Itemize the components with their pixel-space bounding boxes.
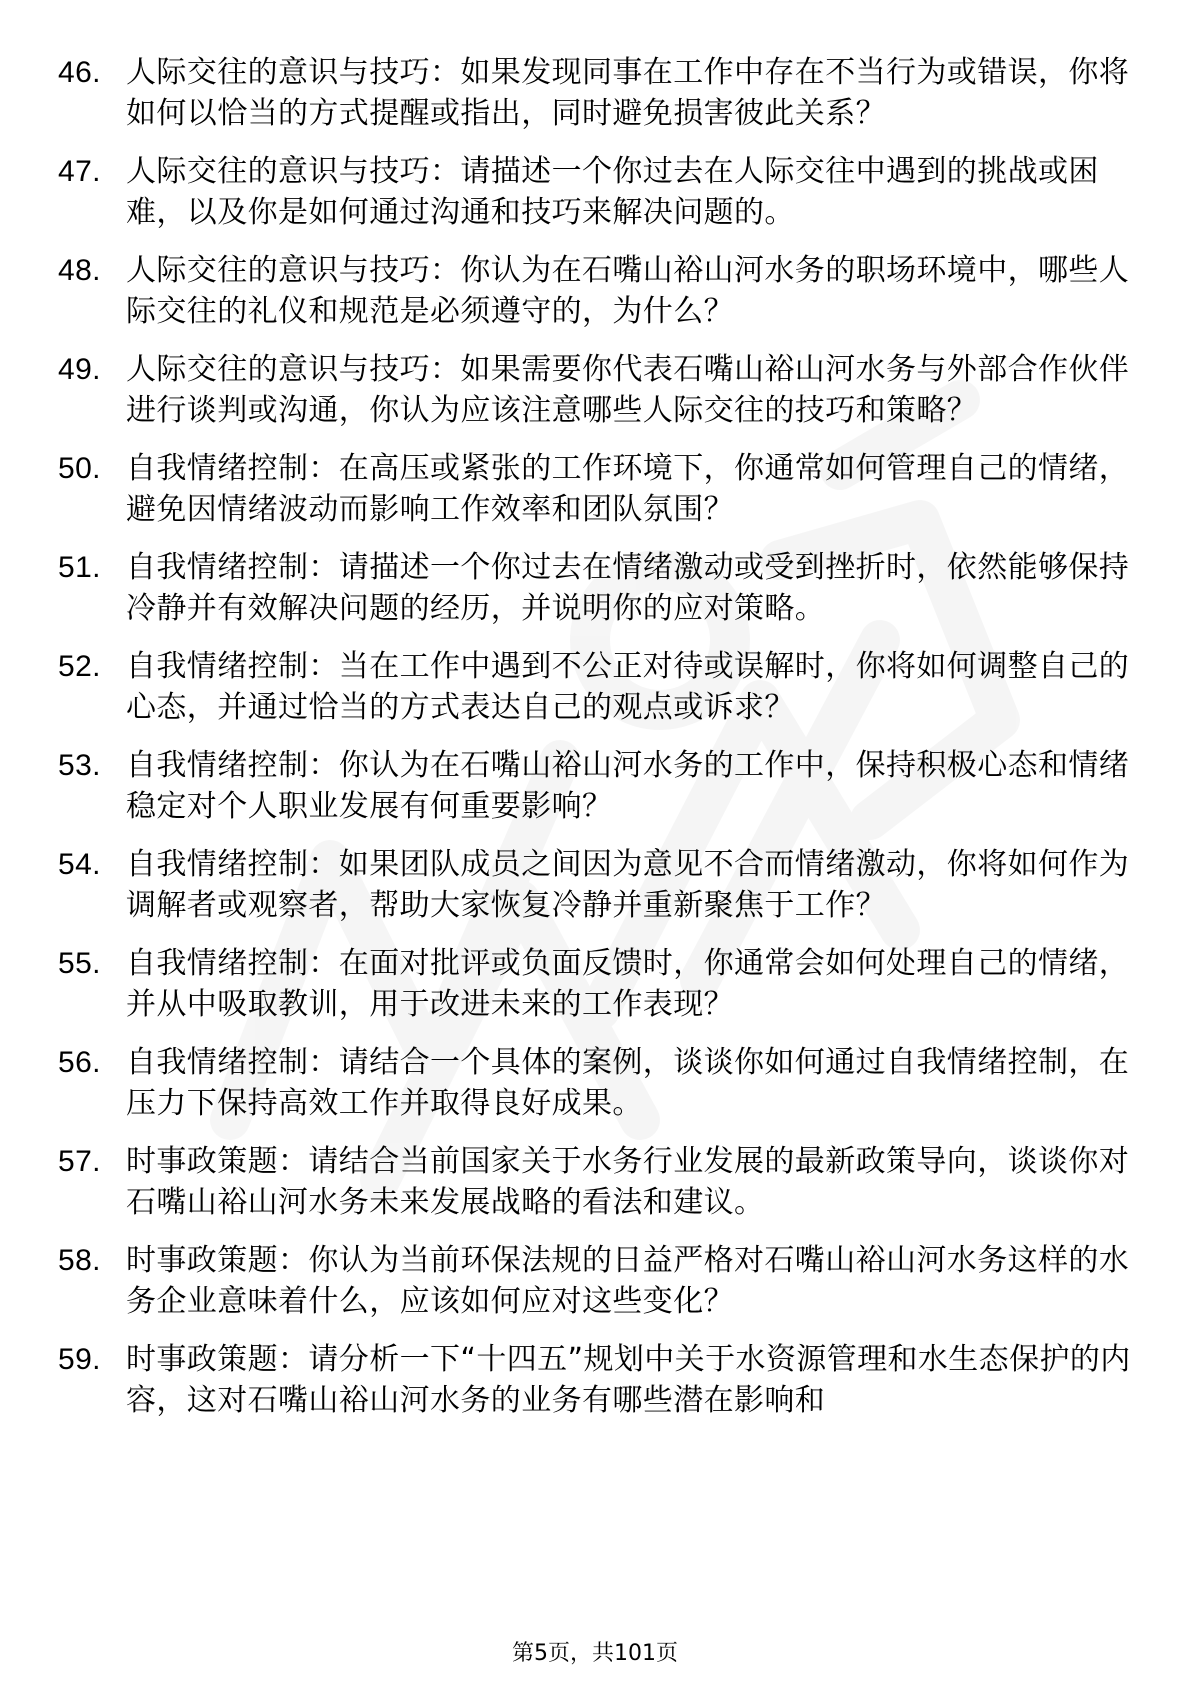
question-item [58, 448, 1138, 530]
question-number: 47. [58, 155, 101, 188]
question-number: 46. [58, 56, 101, 89]
question-text: 自我情绪控制：当在工作中遇到不公正对待或误解时，你将如何调整自己的心态，并通过恰当的方式表达自己的观点或诉求？ [126, 649, 1130, 725]
question-number: 48. [58, 254, 101, 287]
question-item [58, 646, 1138, 728]
question-text: 人际交往的意识与技巧：如果发现同事在工作中存在不当行为或错误，你将如何以恰当的方式提醒或指出，同时避免损害彼此关系？ [126, 55, 1130, 131]
question-text: 自我情绪控制：你认为在石嘴山裕山河水务的工作中，保持积极心态和情绪稳定对个人职业发展有何重要影响？ [126, 748, 1130, 824]
question-list [58, 52, 1138, 1438]
page-footer: 第5页，共101页 [512, 1641, 678, 1666]
question-text: 自我情绪控制：在面对批评或负面反馈时，你通常会如何处理自己的情绪，并从中吸取教训，用于改进未来的工作表现？ [126, 946, 1130, 1022]
question-number: 52. [58, 650, 101, 683]
question-number: 53. [58, 749, 101, 782]
question-item [58, 1141, 1138, 1223]
question-number: 59. [58, 1343, 101, 1376]
question-text: 自我情绪控制：如果团队成员之间因为意见不合而情绪激动，你将如何作为调解者或观察者，帮助大家恢复冷静并重新聚焦于工作？ [126, 847, 1130, 923]
question-item [58, 1339, 1138, 1421]
question-number: 57. [58, 1145, 101, 1178]
question-number: 49. [58, 353, 101, 386]
question-number: 58. [58, 1244, 101, 1277]
question-text: 人际交往的意识与技巧：如果需要你代表石嘴山裕山河水务与外部合作伙伴进行谈判或沟通，你认为应该注意哪些人际交往的技巧和策略？ [126, 352, 1130, 428]
question-item [58, 349, 1138, 431]
question-number: 55. [58, 947, 101, 980]
question-item [58, 745, 1138, 827]
question-text: 自我情绪控制：请结合一个具体的案例，谈谈你如何通过自我情绪控制，在压力下保持高效工作并取得良好成果。 [126, 1045, 1130, 1121]
question-text: 时事政策题：请分析一下“十四五”规划中关于水资源管理和水生态保护的内容，这对石嘴山裕山河水务的业务有哪些潜在影响和 [126, 1342, 1131, 1418]
question-text: 自我情绪控制：在高压或紧张的工作环境下，你通常如何管理自己的情绪，避免因情绪波动而影响工作效率和团队氛围？ [126, 451, 1130, 527]
question-text: 时事政策题：请结合当前国家关于水务行业发展的最新政策导向，谈谈你对石嘴山裕山河水务未来发展战略的看法和建议。 [126, 1144, 1130, 1220]
question-item [58, 943, 1138, 1025]
question-text: 人际交往的意识与技巧：你认为在石嘴山裕山河水务的职场环境中，哪些人际交往的礼仪和规范是必须遵守的，为什么？ [126, 253, 1130, 329]
question-item [58, 250, 1138, 332]
question-item [58, 547, 1138, 629]
question-text: 自我情绪控制：请描述一个你过去在情绪激动或受到挫折时，依然能够保持冷静并有效解决问题的经历，并说明你的应对策略。 [126, 550, 1130, 626]
question-text: 人际交往的意识与技巧：请描述一个你过去在人际交往中遇到的挑战或困难，以及你是如何通过沟通和技巧来解决问题的。 [126, 154, 1099, 230]
question-text: 时事政策题：你认为当前环保法规的日益严格对石嘴山裕山河水务这样的水务企业意味着什么，应该如何应对这些变化？ [126, 1243, 1130, 1319]
question-number: 51. [58, 551, 101, 584]
question-number: 50. [58, 452, 101, 485]
question-number: 56. [58, 1046, 101, 1079]
question-item [58, 151, 1138, 233]
question-item [58, 1240, 1138, 1322]
question-item [58, 1042, 1138, 1124]
question-item [58, 52, 1138, 134]
question-item [58, 844, 1138, 926]
question-number: 54. [58, 848, 101, 881]
